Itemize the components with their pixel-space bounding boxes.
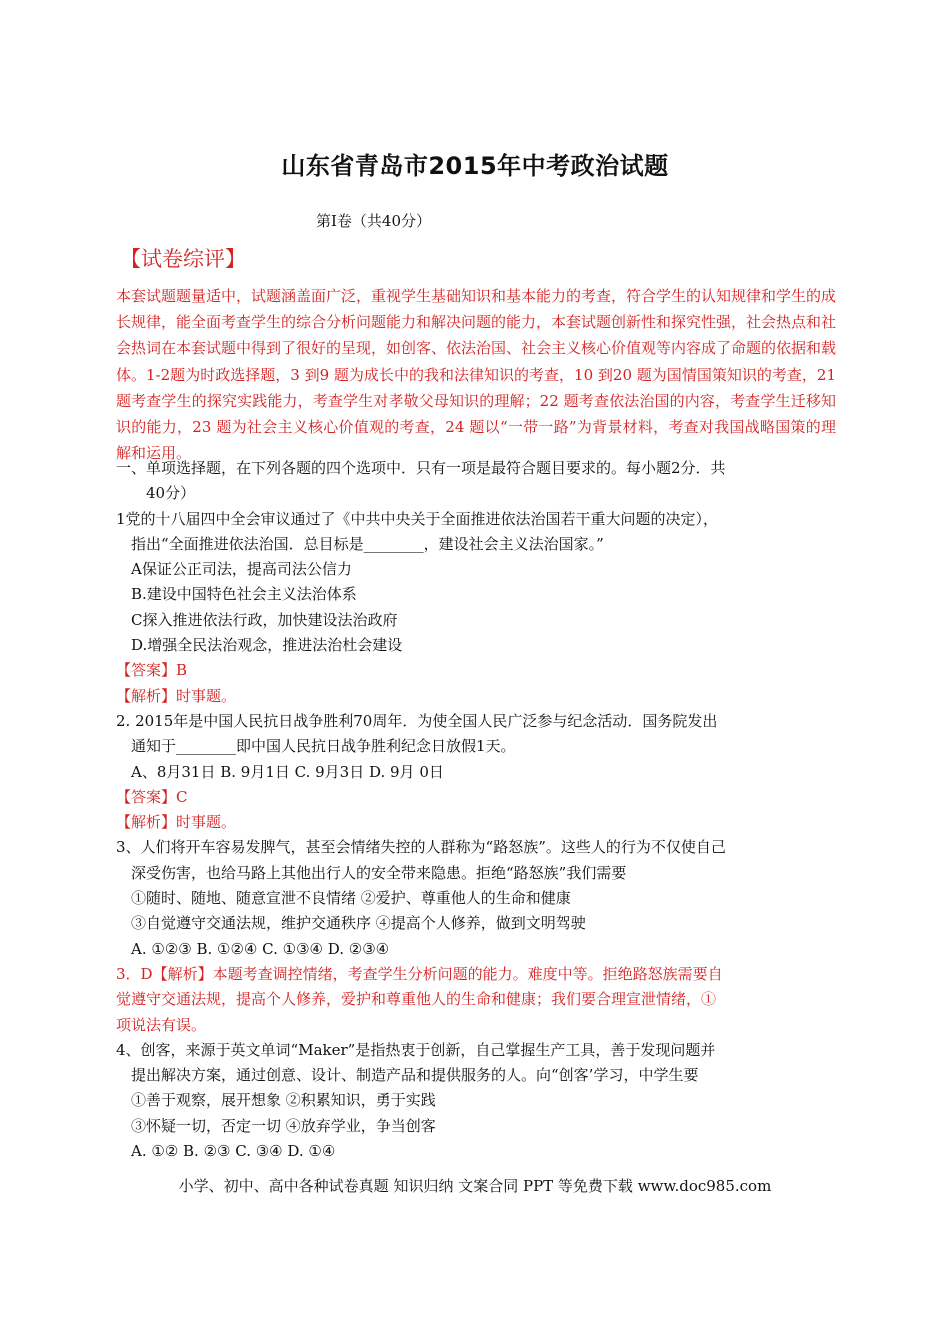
page-title: 山东省青岛市2015年中考政治试题 bbox=[281, 152, 669, 180]
q1-option-b: B.建设中国特色社会主义法治体系 bbox=[131, 585, 357, 604]
page-subtitle: 第I卷（共40分） bbox=[316, 212, 432, 230]
q1-stem-cont: 指出“全面推进依法治国．总目标是________，建设社会主义法治国家。” bbox=[131, 534, 604, 553]
q3-stem-cont: 深受伤害，也给马路上其他出行人的安全带来隐患。拒绝“路怒族”我们需要 bbox=[131, 863, 627, 882]
q4-stem: 4、创客，来源于英文单词“Maker”是指热衷于创新，自己掌握生产工具，善于发现问题并 bbox=[116, 1040, 716, 1059]
q3-statements-2: ③自觉遵守交通法规，维护交通秩序 ④提高个人修养，做到文明驾驶 bbox=[131, 914, 586, 933]
q1-option-d: D.增强全民法治观念，推进法治杜会建设 bbox=[131, 636, 403, 655]
q4-stem-cont: 提出解决方案，通过创意、设计、制造产品和提供服务的人。向“创客’学习，中学生要 bbox=[131, 1066, 699, 1085]
q3-statements-1: ①随时、随地、随意宣泄不良情绪 ②爱护、尊重他人的生命和健康 bbox=[131, 889, 571, 908]
section-instruction: 一、单项选择题，在下列各题的四个选项中．只有一项是最符合题目要求的。每小题2分．共 bbox=[116, 459, 726, 477]
q2-stem: 2. 2015年是中国人民抗日战争胜利70周年．为使全国人民广泛参与纪念活动．国务院发出 bbox=[116, 711, 718, 730]
q2-stem-cont: 通知于________即中国人民抗日战争胜利纪念日放假1天。 bbox=[131, 737, 516, 756]
review-body: 本套试题题量适中，试题涵盖面广泛，重视学生基础知识和基本能力的考查，符合学生的认知规律和学生的成长规律，能全面考查学生的综合分析问题能力和解决问题的能力，本套试题创新性和探究性强，社会热点和社会热词在本套试题中得到了很好的呈现，如创客、依法治国、社会主义核心价值观等内容成了命题的依据和载体。1-2题为时政选择题，3 到9 题为成长中的我和法律知识的考查，10 到20 题为国情国策知识的考查，21 题考查学生的探究实践能力，考查学生对孝敬父母知识的理解；22 题考查依法治国的内容，考查学生迁移知识的能力，23 题为社会主义核心价值观的考查，24 题以“一带一路”为背景材料，考查对我国战略国策的理解和运用。 bbox=[116, 287, 837, 463]
q1-analysis: 【解析】时事题。 bbox=[116, 686, 237, 705]
q2-options: A、8月31日 B. 9月1日 C. 9月3日 D. 9月 0日 bbox=[131, 762, 444, 781]
section-instruction-cont: 40分） bbox=[146, 484, 196, 503]
q3-options: A. ①②③ B. ①②④ C. ①③④ D. ②③④ bbox=[131, 939, 390, 958]
q3-stem: 3、人们将开车容易发脾气，甚至会情绪失控的人群称为“路怒族”。这些人的行为不仅使自己 bbox=[116, 838, 726, 857]
q4-options: A. ①② B. ②③ C. ③④ D. ①④ bbox=[131, 1142, 336, 1161]
q1-answer: 【答案】B bbox=[116, 661, 188, 680]
q1-stem: 1党的十八届四中全会审议通过了《中共中央关于全面推进依法治国若干重大问题的决定）， bbox=[116, 509, 719, 528]
review-heading: 【试卷综评】 bbox=[120, 247, 246, 271]
q3-analysis-cont: 觉遵守交通法规，提高个人修养，爱护和尊重他人的生命和健康；我们要合理宣泄情绪，① bbox=[116, 990, 717, 1009]
q1-option-a: A保证公正司法，提高司法公信力 bbox=[131, 560, 352, 579]
q3-analysis: 3．D【解析】本题考查调控情绪，考查学生分析问题的能力。难度中等。拒绝路怒族需要自 bbox=[116, 964, 723, 983]
q3-analysis-end: 项说法有误。 bbox=[116, 1015, 207, 1034]
q1-option-c: C探入推进依法行政，加快建设法治政府 bbox=[131, 610, 398, 629]
q2-answer: 【答案】C bbox=[116, 787, 188, 806]
q4-statements-2: ③怀疑一切，否定一切 ④放弃学业，争当创客 bbox=[131, 1116, 436, 1135]
page-footer: 小学、初中、高中各种试卷真题 知识归纳 文案合同 PPT 等免费下载 www.doc985.com bbox=[178, 1177, 772, 1195]
q2-analysis: 【解析】时事题。 bbox=[116, 813, 237, 832]
q4-statements-1: ①善于观察，展开想象 ②积累知识，勇于实践 bbox=[131, 1091, 436, 1110]
questions-content bbox=[116, 456, 836, 1164]
